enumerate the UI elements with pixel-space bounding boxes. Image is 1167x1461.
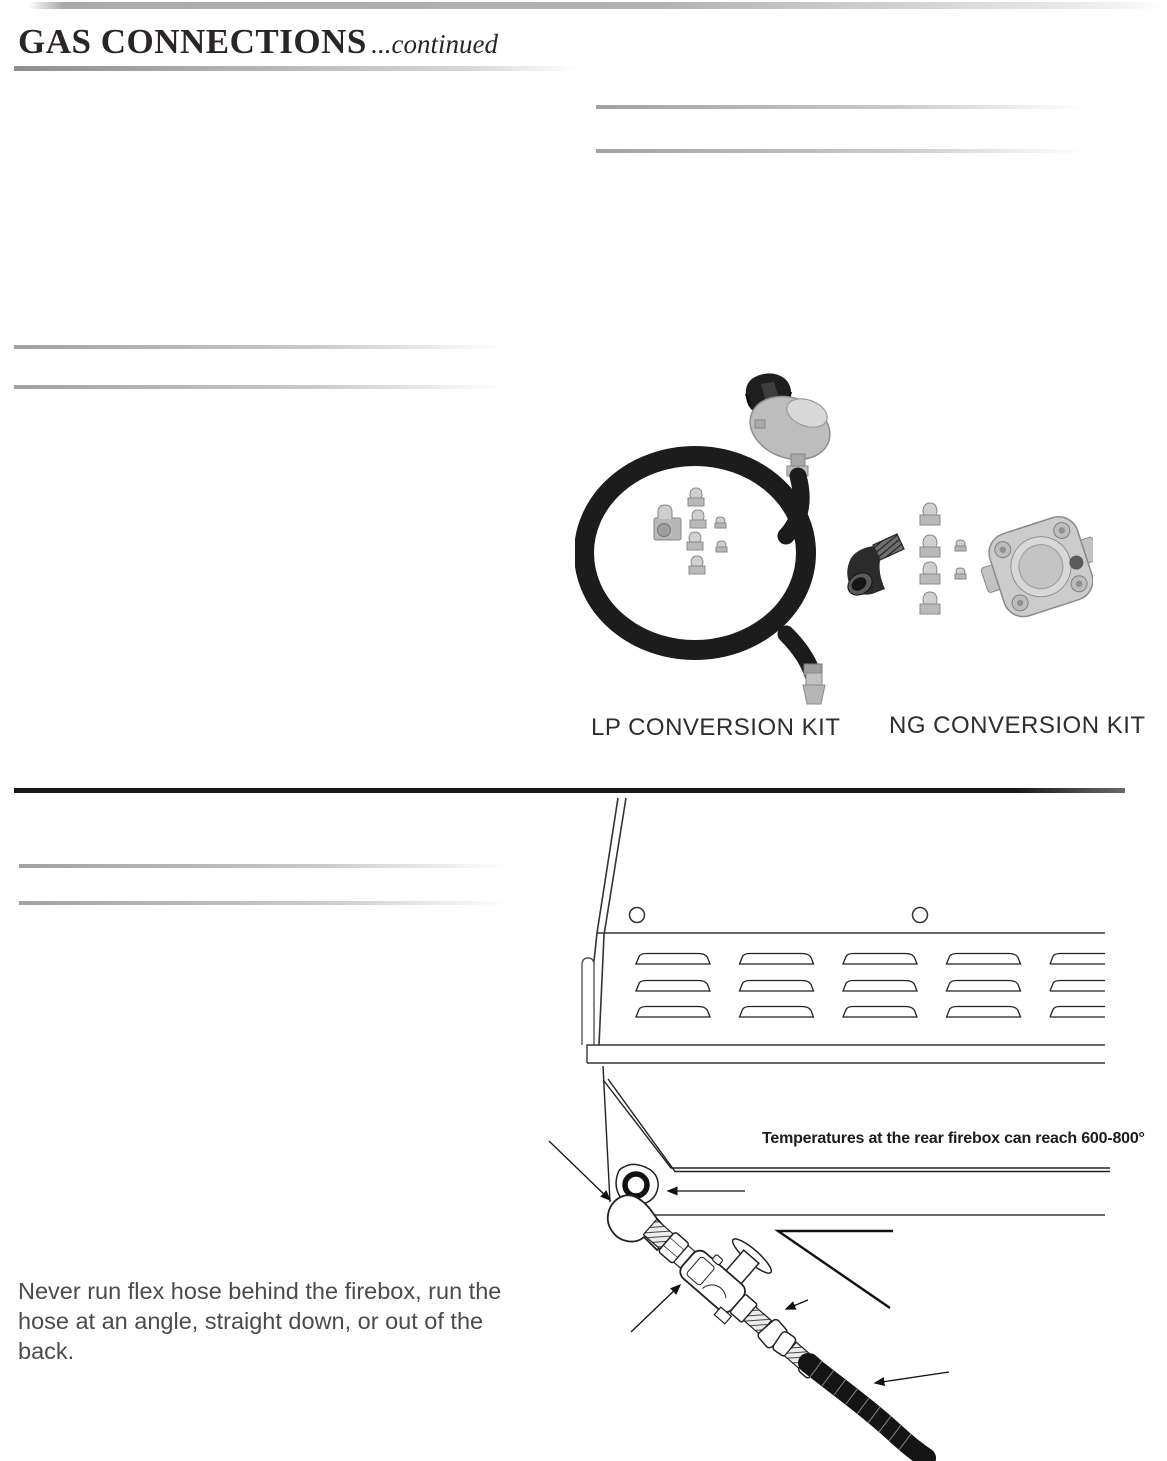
vent-panel	[587, 908, 1105, 1064]
page-top-rule	[28, 2, 1167, 9]
lp-elbow-fitting	[654, 505, 681, 540]
lower-left-rule-1	[19, 864, 511, 868]
lower-left-rule-2	[19, 901, 511, 905]
right-section-rule-1	[596, 105, 1085, 109]
lp-conversion-kit-photo	[575, 372, 840, 707]
ng-kit-caption: NG CONVERSION KIT	[889, 712, 1146, 739]
left-section-rule-1	[14, 345, 507, 349]
right-section-rule-2	[596, 149, 1085, 153]
lp-hose	[584, 456, 825, 704]
page-header	[18, 22, 498, 62]
vent-slots	[636, 954, 1105, 1018]
title-underline-rule	[14, 66, 577, 71]
arrow-to-rear-corner	[549, 1141, 610, 1200]
screw-hole-right	[913, 908, 928, 923]
ng-regulator	[973, 508, 1093, 626]
page-title-continued: ...continued	[371, 29, 499, 59]
lp-orifice-fittings	[687, 488, 727, 574]
ng-conversion-kit-photo	[843, 462, 1093, 627]
arrow-to-flex-hose	[875, 1372, 949, 1383]
screw-hole-left	[630, 908, 645, 923]
firebox-pointer-bracket	[778, 1231, 893, 1308]
flex-hose	[808, 1361, 926, 1458]
bottom-shelf-band	[587, 1045, 1105, 1063]
hinge-pin	[582, 958, 594, 1045]
section-divider	[14, 788, 1125, 793]
flex-hose-warning: Never run flex hose behind the firebox, run the hose at an angle, straight down, or out of the back.	[18, 1278, 502, 1365]
lp-kit-caption: LP CONVERSION KIT	[591, 714, 841, 741]
ng-black-elbow	[844, 534, 904, 600]
ng-orifice-fittings	[920, 503, 966, 614]
arrow-to-regulator	[631, 1285, 680, 1332]
left-section-rule-2	[14, 385, 507, 389]
temperature-note: Temperatures at the rear firebox can reach 600-800°	[762, 1130, 1145, 1147]
page-title: GAS CONNECTIONS	[18, 22, 367, 61]
arrow-to-coupling	[786, 1300, 808, 1309]
grill-rear-diagram	[540, 795, 1167, 1461]
lp-hose-end-fitting	[803, 685, 825, 704]
